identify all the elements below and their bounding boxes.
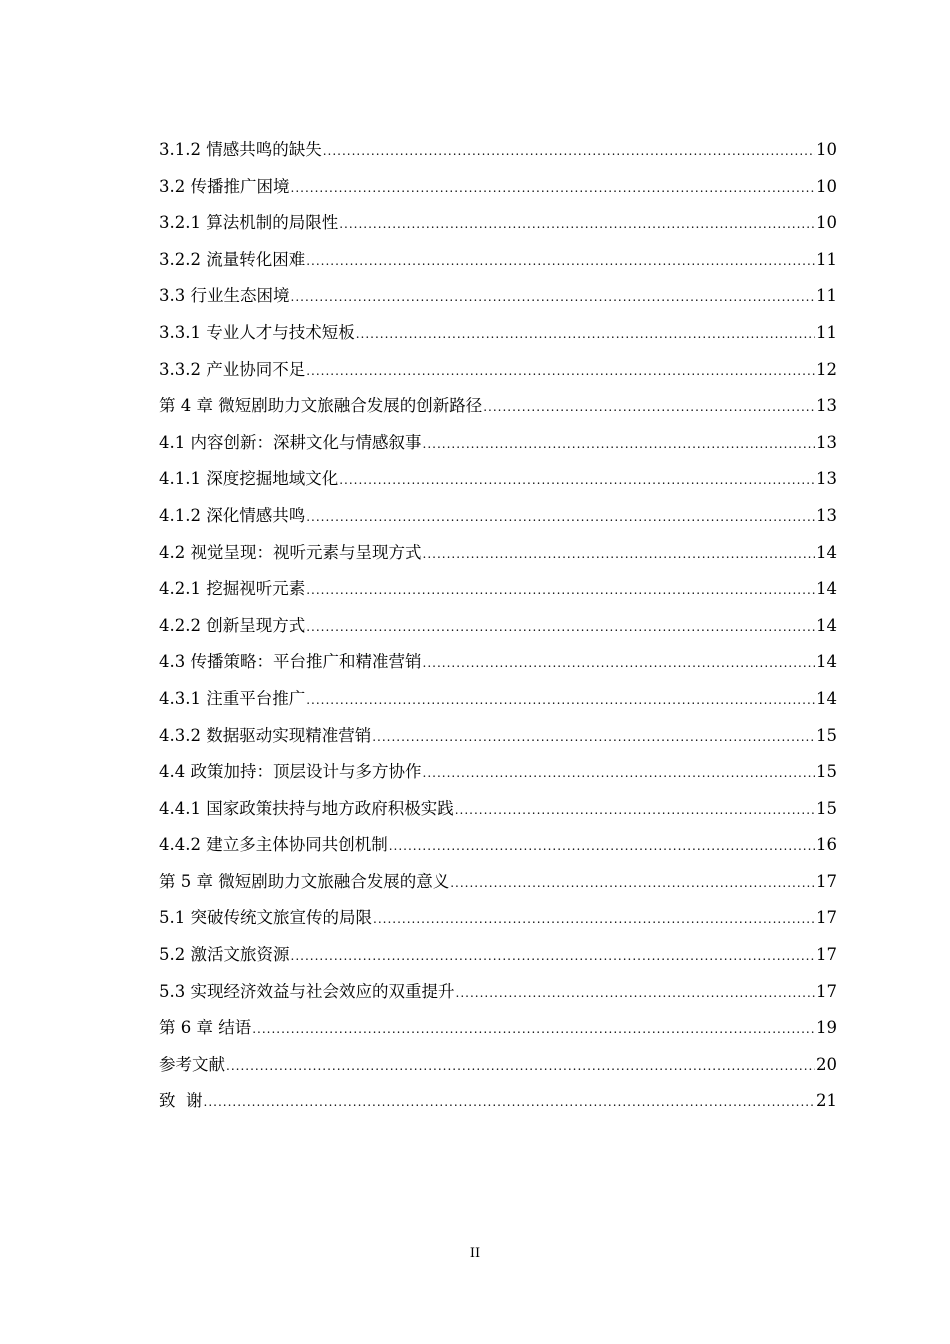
toc-dot-leader (226, 1052, 815, 1080)
toc-entry-title: 第 6 章 结语 (159, 1018, 252, 1038)
page-number: II (469, 1246, 481, 1261)
toc-entry-page: 10 (816, 140, 837, 159)
toc-entry-page: 14 (816, 615, 837, 635)
toc-dot-leader (252, 1015, 815, 1043)
toc-entry[interactable] (159, 392, 837, 429)
toc-dot-leader (323, 137, 815, 165)
toc-entry-title: 4.2.1 挖掘视听元素 (159, 579, 306, 599)
toc-dot-leader (291, 174, 816, 202)
toc-entry[interactable] (159, 612, 837, 649)
toc-dot-leader (356, 320, 815, 348)
toc-entry[interactable] (159, 1014, 837, 1051)
toc-dot-leader (291, 942, 816, 970)
toc-entry-title: 4.4 政策加持：顶层设计与多方协作 (159, 762, 422, 782)
toc-entry[interactable] (159, 539, 837, 576)
toc-dot-leader (306, 613, 815, 641)
toc-entry[interactable] (159, 795, 837, 832)
toc-dot-leader (204, 1088, 816, 1116)
toc-entry-title: 3.2 传播推广困境 (159, 176, 290, 196)
toc-entry-title: 4.2.2 创新呈现方式 (159, 615, 306, 635)
toc-entry-title: 4.4.1 国家政策扶持与地方政府积极实践 (159, 798, 454, 818)
toc-dot-leader (483, 393, 815, 421)
toc-entry[interactable] (159, 941, 837, 978)
toc-entry[interactable] (159, 575, 837, 612)
toc-entry-title: 4.1.1 深度挖掘地域文化 (159, 469, 339, 489)
toc-entry-page: 11 (816, 249, 837, 269)
toc-dot-leader (456, 979, 816, 1007)
toc-entry-page: 15 (816, 762, 837, 782)
toc-entry-title: 4.1.2 深化情感共鸣 (159, 505, 306, 525)
toc-entry[interactable] (159, 502, 837, 539)
toc-entry[interactable] (159, 356, 837, 393)
toc-entry-page: 13 (816, 469, 837, 489)
toc-dot-leader (306, 357, 815, 385)
toc-entry[interactable] (159, 758, 837, 795)
toc-entry[interactable] (159, 429, 837, 466)
toc-entry-title: 第 4 章 微短剧助力文旅融合发展的创新路径 (159, 396, 483, 416)
toc-dot-leader (306, 247, 815, 275)
toc-entry-title: 4.3 传播策略：平台推广和精准营销 (159, 652, 422, 672)
toc-dot-leader (389, 832, 815, 860)
toc-entry[interactable] (159, 868, 837, 905)
toc-entry-page: 14 (816, 542, 837, 562)
toc-entry-title: 4.3.2 数据驱动实现精准营销 (159, 725, 372, 745)
toc-entry-page: 13 (816, 505, 837, 525)
toc-dot-leader (306, 503, 815, 531)
toc-entry-page: 17 (816, 945, 837, 965)
toc-dot-leader (291, 283, 816, 311)
toc-entry[interactable] (159, 648, 837, 685)
toc-entry-page: 13 (816, 396, 837, 416)
toc-entry-title: 5.2 激活文旅资源 (159, 945, 290, 965)
toc-dot-leader (455, 796, 815, 824)
toc-entry-page: 17 (816, 871, 837, 891)
toc-entry-page: 14 (816, 652, 837, 672)
toc-entry-page: 11 (816, 286, 837, 306)
toc-entry-page: 15 (816, 798, 837, 818)
toc-entry[interactable] (159, 978, 837, 1015)
toc-entry-title: 3.3.2 产业协同不足 (159, 359, 306, 379)
toc-entry[interactable] (159, 722, 837, 759)
toc-entry-page: 20 (816, 1054, 837, 1074)
toc-dot-leader (306, 686, 815, 714)
toc-entry-title: 第 5 章 微短剧助力文旅融合发展的意义 (159, 871, 450, 891)
toc-entry-page: 19 (816, 1018, 837, 1038)
toc-dot-leader (423, 430, 816, 458)
table-of-contents (159, 136, 837, 1124)
toc-entry-title: 3.3 行业生态困境 (159, 286, 290, 306)
toc-dot-leader (339, 466, 815, 494)
toc-entry-title: 4.3.1 注重平台推广 (159, 688, 306, 708)
toc-entry[interactable] (159, 282, 837, 319)
toc-entry[interactable] (159, 319, 837, 356)
toc-entry[interactable] (159, 246, 837, 283)
toc-entry[interactable] (159, 209, 837, 246)
toc-entry-title: 4.2 视觉呈现：视听元素与呈现方式 (159, 542, 422, 562)
toc-dot-leader (306, 576, 815, 604)
toc-dot-leader (423, 649, 816, 677)
toc-entry-page: 15 (816, 725, 837, 745)
toc-entry-page: 17 (816, 908, 837, 928)
toc-entry[interactable] (159, 685, 837, 722)
toc-entry-title: 3.2.2 流量转化困难 (159, 249, 306, 269)
toc-entry-title: 参考文献 (159, 1054, 225, 1074)
toc-entry[interactable] (159, 1087, 837, 1124)
toc-entry-title: 5.3 实现经济效益与社会效应的双重提升 (159, 981, 455, 1001)
toc-entry-page: 12 (816, 359, 837, 379)
toc-dot-leader (423, 540, 816, 568)
toc-entry-page: 16 (816, 835, 837, 855)
toc-entry-title: 5.1 突破传统文旅宣传的局限 (159, 908, 372, 928)
toc-entry-page: 14 (816, 688, 837, 708)
toc-entry[interactable] (159, 136, 837, 173)
toc-entry-page: 21 (816, 1091, 837, 1111)
toc-entry[interactable] (159, 1051, 837, 1088)
toc-entry-title: 4.4.2 建立多主体协同共创机制 (159, 835, 388, 855)
toc-entry[interactable] (159, 831, 837, 868)
toc-entry-title: 3.3.1 专业人才与技术短板 (159, 322, 355, 342)
toc-entry-page: 13 (816, 432, 837, 452)
toc-entry[interactable] (159, 173, 837, 210)
toc-entry-page: 11 (816, 322, 837, 342)
toc-entry-page: 10 (816, 176, 837, 196)
toc-dot-leader (373, 905, 815, 933)
toc-entry-title: 3.1.2 情感共鸣的缺失 (159, 140, 322, 159)
toc-entry-page: 17 (816, 981, 837, 1001)
toc-dot-leader (339, 210, 815, 238)
toc-dot-leader (450, 869, 815, 897)
toc-entry-title: 致 谢 (159, 1091, 203, 1111)
toc-entry-page: 14 (816, 579, 837, 599)
toc-dot-leader (372, 723, 815, 751)
toc-entry-title: 4.1 内容创新：深耕文化与情感叙事 (159, 432, 422, 452)
toc-entry[interactable] (159, 904, 837, 941)
toc-entry[interactable] (159, 465, 837, 502)
toc-dot-leader (423, 759, 816, 787)
toc-entry-title: 3.2.1 算法机制的局限性 (159, 213, 339, 233)
toc-entry-page: 10 (816, 213, 837, 233)
